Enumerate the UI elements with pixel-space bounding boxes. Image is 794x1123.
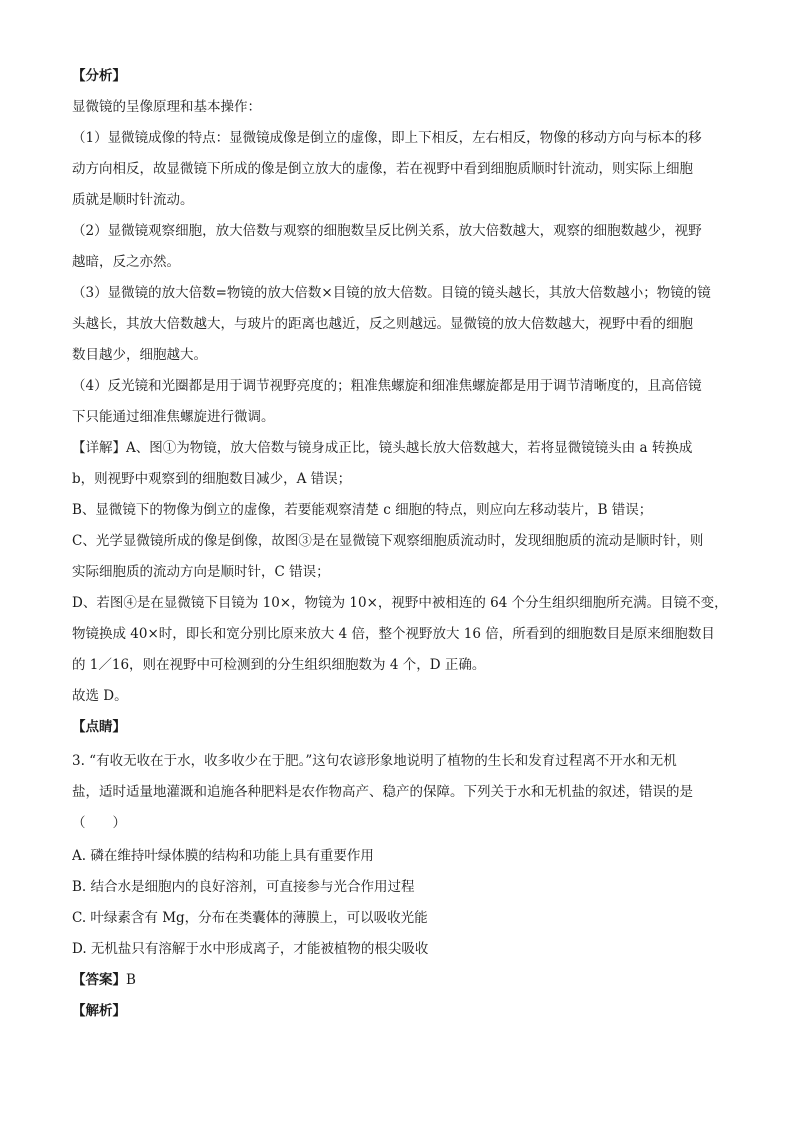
analysis-intro: 显微镜的呈像原理和基本操作： (72, 99, 261, 115)
detail-c-line2: 实际细胞质的流动方向是顺时针，C 错误； (72, 564, 330, 580)
answer-value: B (126, 972, 136, 988)
analysis-p1-line3: 质就是顺时针流动。 (72, 192, 194, 208)
detail-d-line1: D、若图④是在显微镜下目镜为 10×，物镜为 10×，视野中被相连的 64 个分生组织细胞所充满。目镜不变， (72, 595, 728, 611)
option-d: D. 无机盐只有溶解于水中形成离子，才能被植物的根尖吸收 (72, 941, 429, 957)
analysis-p2-line1: （2）显微镜观察细胞，放大倍数与观察的细胞数呈反比例关系，放大倍数越大，观察的细胞数越少，视野 (72, 223, 702, 239)
answer-line (72, 970, 732, 990)
detail-a-line2: b，则视野中观察到的细胞数目减少，A 错误； (72, 471, 352, 487)
analysis-heading: 【分析】 (72, 68, 126, 84)
analysis-p3-line3: 数目越少，细胞越大。 (72, 347, 207, 363)
detail-d-line3: 的 1／16，则在视野中可检测到的分生组织细胞数为 4 个，D 正确。 (72, 657, 486, 673)
answer-label: 【答案】 (72, 972, 126, 988)
option-a: A. 磷在维持叶绿体膜的结构和功能上具有重要作用 (72, 848, 374, 864)
detail-choice: 故选 D。 (72, 688, 128, 704)
detail-a-line1: 【详解】A、图①为物镜，放大倍数与镜身成正比，镜头越长放大倍数越大，若将显微镜镜头由 a 转换成 (72, 440, 693, 456)
detail-b-line1: B、显微镜下的物像为倒立的虚像，若要能观察清楚 c 细胞的特点，则应向左移动装片，B 错误； (72, 502, 653, 518)
analysis-p3-line1: （3）显微镜的放大倍数=物镜的放大倍数×目镜的放大倍数。目镜的镜头越长，其放大倍数越小；物镜的镜 (72, 285, 711, 301)
detail-d-line2: 物镜换成 40×时，即长和宽分别比原来放大 4 倍，整个视野放大 16 倍，所看到的细胞数目是原来细胞数目 (72, 626, 715, 642)
analysis-p4-line2: 下只能通过细准焦螺旋进行微调。 (72, 409, 275, 425)
analysis-p2-line2: 越暗，反之亦然。 (72, 254, 180, 270)
option-c: C. 叶绿素含有 Mg，分布在类囊体的薄膜上，可以吸收光能 (72, 910, 428, 926)
question-stem-line1: 3. “有收无收在于水，收多收少在于肥。”这句农谚形象地说明了植物的生长和发育过程离不开水和无机 (72, 753, 677, 769)
analysis-p4-line1: （4）反光镜和光圈都是用于调节视野亮度的；粗准焦螺旋和细准焦螺旋都是用于调节清晰度的，且高倍镜 (72, 378, 702, 394)
question-stem-line3: （ ） (72, 815, 126, 831)
comment-heading: 【点睛】 (72, 719, 126, 735)
analysis-p1-line1: （1）显微镜成像的特点：显微镜成像是倒立的虚像，即上下相反，左右相反，物像的移动方向与标本的移 (72, 130, 702, 146)
question-stem-line2: 盐，适时适量地灌溉和追施各种肥料是农作物高产、稳产的保障。下列关于水和无机盐的叙述，错误的是 (72, 784, 693, 800)
option-b: B. 结合水是细胞内的良好溶剂，可直接参与光合作用过程 (72, 879, 415, 895)
detail-c-line1: C、光学显微镜所成的像是倒像，故图③是在显微镜下观察细胞质流动时，发现细胞质的流动是顺时针，则 (72, 533, 704, 549)
analysis-p1-line2: 动方向相反，故显微镜下所成的像是倒立放大的虚像，若在视野中看到细胞质顺时针流动，则实际上细胞 (72, 161, 693, 177)
explanation-heading: 【解析】 (72, 1003, 126, 1019)
analysis-p3-line2: 头越长，其放大倍数越大，与玻片的距离也越近，反之则越远。显微镜的放大倍数越大，视野中看的细胞 (72, 316, 693, 332)
